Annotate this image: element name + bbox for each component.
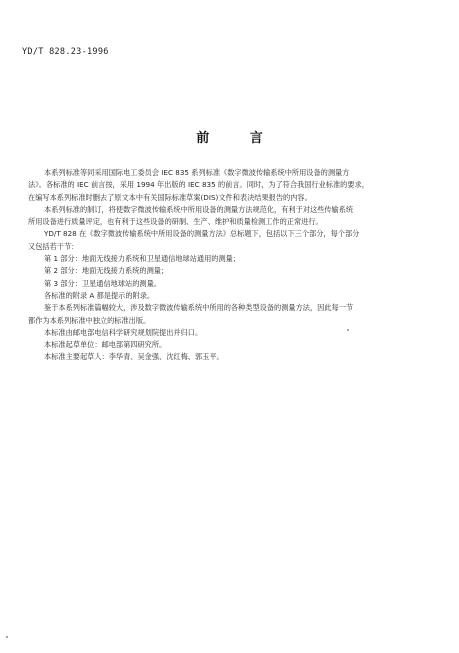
paragraph-line: 本标准起草单位：邮电部第四研究所。 [44, 340, 167, 350]
list-item: 第 2 部分：地面无线接力系统的测量； [44, 266, 169, 276]
paragraph-line: 各标准的附录 A 都是提示的附录。 [44, 290, 155, 300]
paragraph-line: 本系列标准等同采用国际电工委员会 IEC 835 系列标准《数字微波传输系统中所用设备的测量方 [44, 168, 350, 177]
list-item: 第 1 部分：地面无线接力系统和卫星通信地球站通用的测量； [44, 254, 241, 264]
scan-speck [347, 329, 349, 331]
paragraph-line: 都作为本系列标准中独立的标准出版。 [28, 315, 151, 325]
paragraph-line: 法》。各标准的 IEC 前言按，采用 1994 年出版的 IEC 835 的前言。同时，为了符合我国行业标准的要求， [28, 180, 369, 190]
paragraph-line: 所用设备进行质量评定，也有利于这些设备的研制、生产、维护和质量检测工作的正常进行。 [28, 217, 323, 227]
scan-speck [6, 636, 8, 638]
paragraph-line: 本标准主要起草人：李华青、吴金强、沈红梅、郭玉平。 [44, 352, 224, 362]
standard-code: YD/T 828.23-1996 [22, 47, 109, 57]
list-item: 第 3 部分：卫星通信地球站的测量。 [44, 278, 161, 288]
paragraph-line: YD/T 828 在《数字微波传输系统中所用设备的测量方法》总标题下，包括以下三个部分，每个部分 [44, 229, 360, 239]
page-title: 前 言 [196, 131, 281, 146]
paragraph-line: 本系列标准的制订，将使数字微波传输系统中所用设备的测量方法规范化，有利于对这些传输系统 [44, 204, 354, 214]
preface-body [28, 167, 434, 364]
paragraph-line: 又包括若干节： [28, 241, 79, 251]
paragraph-line: 在编写本系列标准时删去了原文本中有关国际标准草案(DIS)文件和表决结果报告的内容。 [28, 192, 312, 202]
paragraph-line: 本标准由邮电部电信科学研究规划院提出并归口。 [44, 327, 203, 337]
paragraph-line: 鉴于本系列标准篇幅较大，涉及数字微波传输系统中所用的各种类型设备的测量方法，因此每一节 [44, 303, 354, 313]
